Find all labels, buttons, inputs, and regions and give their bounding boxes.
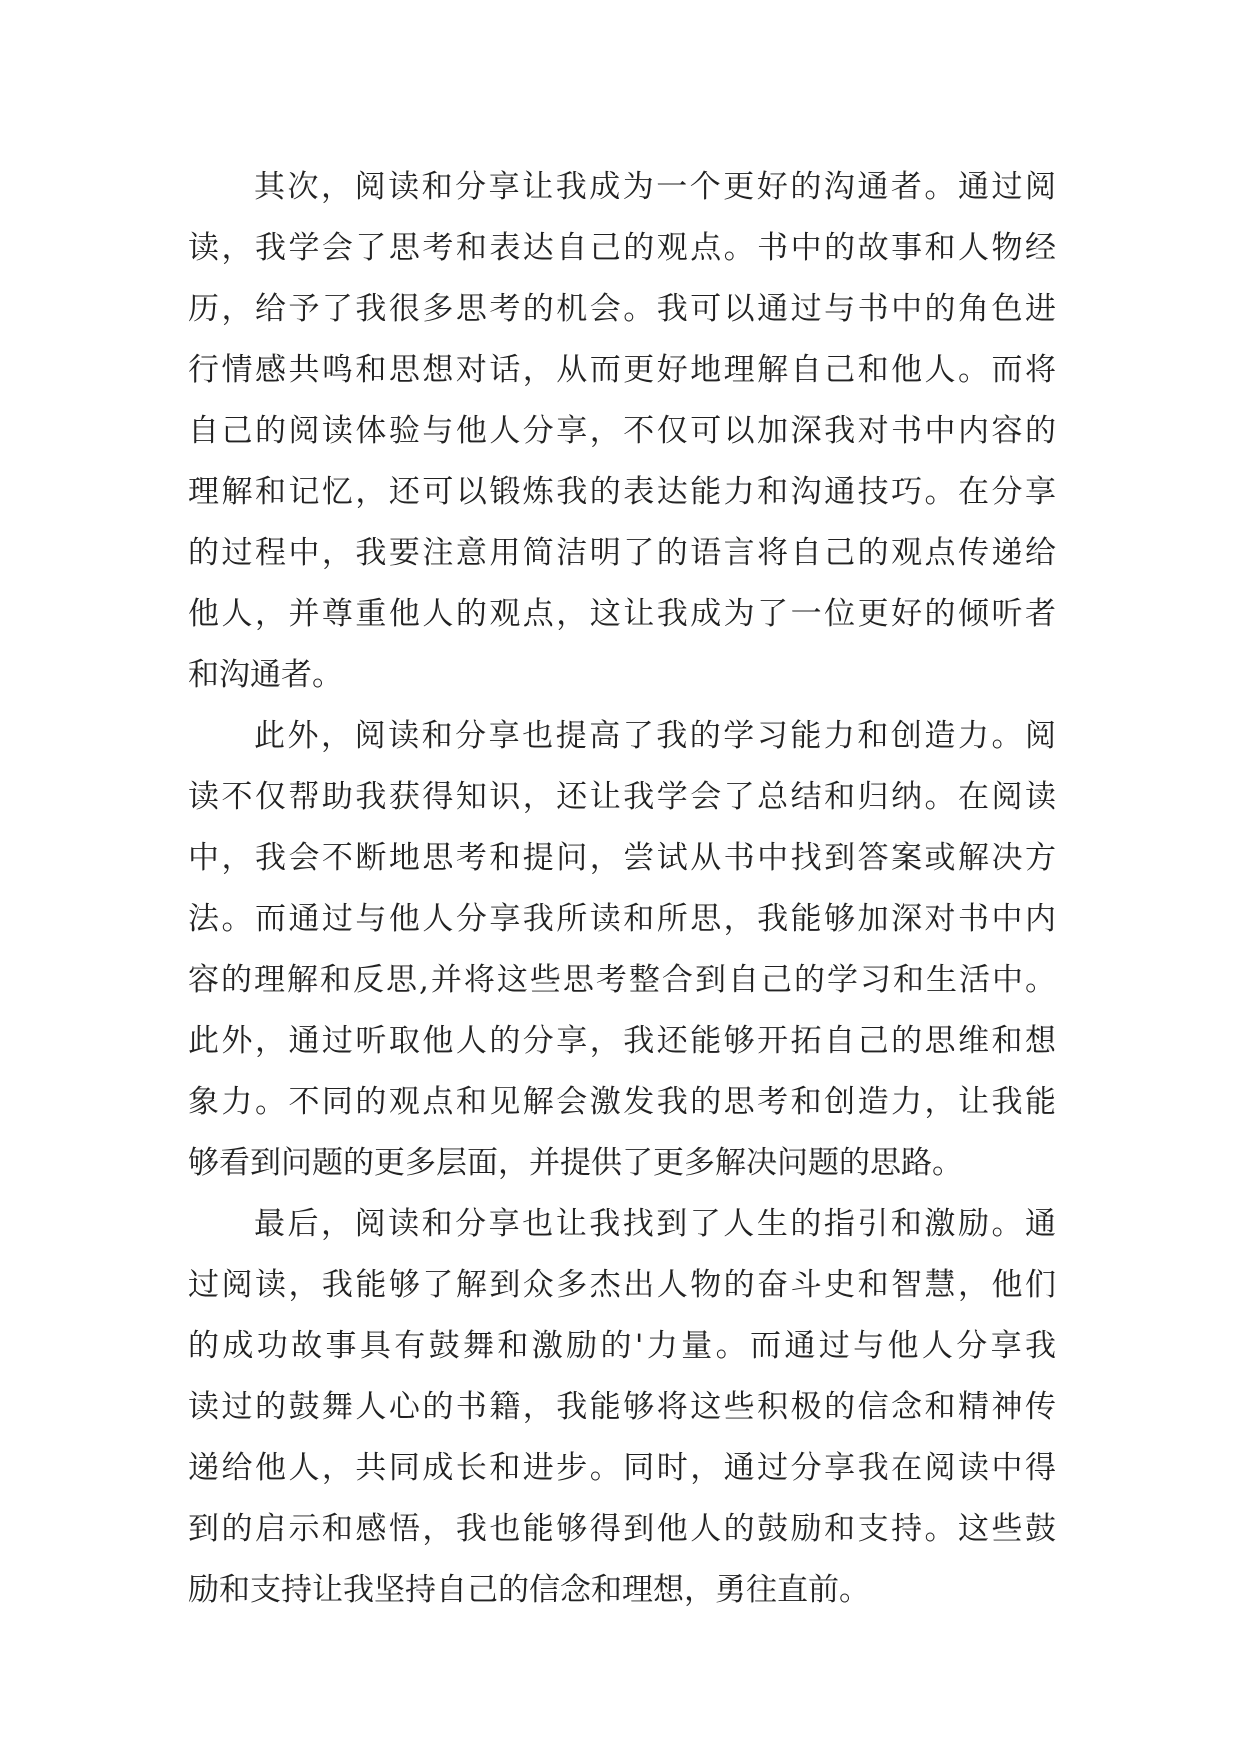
text-line: 的成功故事具有鼓舞和激励的'力量。而通过与他人分享我	[188, 1328, 1056, 1364]
text-line: 自己的阅读体验与他人分享，不仅可以加深我对书中内容的	[188, 413, 1056, 449]
text-line: 容的理解和反思,并将这些思考整合到自己的学习和生活中。	[188, 962, 1056, 998]
text-line: 此外，阅读和分享也提高了我的学习能力和创造力。阅	[254, 718, 1056, 754]
text-line: 中，我会不断地思考和提问，尝试从书中找到答案或解决方	[188, 840, 1056, 876]
text-line: 读过的鼓舞人心的书籍，我能够将这些积极的信念和精神传	[188, 1389, 1056, 1425]
text-line: 到的启示和感悟，我也能够得到他人的鼓励和支持。这些鼓	[188, 1511, 1056, 1547]
text-line: 最后，阅读和分享也让我找到了人生的指引和激励。通	[254, 1206, 1056, 1242]
document-body	[188, 157, 1056, 1621]
paragraph-communication	[188, 157, 1056, 706]
text-line: 象力。不同的观点和见解会激发我的思考和创造力，让我能	[188, 1084, 1056, 1120]
text-line: 他人，并尊重他人的观点，这让我成为了一位更好的倾听者	[188, 596, 1056, 632]
text-line: 读，我学会了思考和表达自己的观点。书中的故事和人物经	[188, 230, 1056, 266]
paragraph-inspiration	[188, 1194, 1056, 1621]
text-line: 励和支持让我坚持自己的信念和理想，勇往直前。	[188, 1572, 870, 1608]
text-line: 理解和记忆，还可以锻炼我的表达能力和沟通技巧。在分享	[188, 474, 1056, 510]
text-line: 行情感共鸣和思想对话，从而更好地理解自己和他人。而将	[188, 352, 1056, 388]
text-line: 法。而通过与他人分享我所读和所思，我能够加深对书中内	[188, 901, 1056, 937]
text-line: 读不仅帮助我获得知识，还让我学会了总结和归纳。在阅读	[188, 779, 1056, 815]
text-line: 够看到问题的更多层面，并提供了更多解决问题的思路。	[188, 1145, 963, 1181]
paragraph-learning	[188, 706, 1056, 1194]
text-line: 递给他人，共同成长和进步。同时，通过分享我在阅读中得	[188, 1450, 1056, 1486]
text-line: 其次，阅读和分享让我成为一个更好的沟通者。通过阅	[254, 169, 1056, 205]
text-line: 和沟通者。	[188, 657, 343, 693]
text-line: 的过程中，我要注意用简洁明了的语言将自己的观点传递给	[188, 535, 1056, 571]
text-line: 此外，通过听取他人的分享，我还能够开拓自己的思维和想	[188, 1023, 1056, 1059]
text-line: 过阅读，我能够了解到众多杰出人物的奋斗史和智慧，他们	[188, 1267, 1056, 1303]
text-line: 历，给予了我很多思考的机会。我可以通过与书中的角色进	[188, 291, 1056, 327]
